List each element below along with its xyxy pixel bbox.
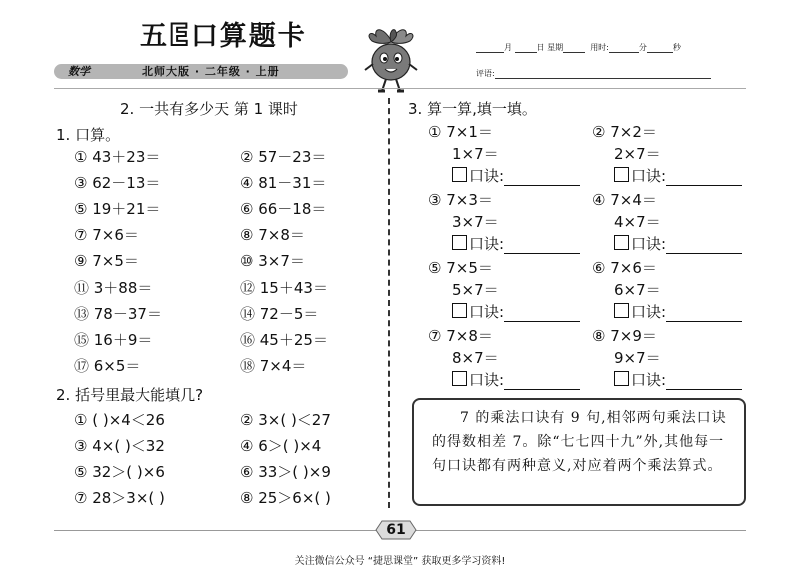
- koujue-box: [452, 371, 467, 386]
- multiplication-problem: 5×7＝: [452, 281, 499, 299]
- second-blank[interactable]: [647, 43, 673, 53]
- inequality-problem: ⑥ 33＞( )×9: [240, 463, 331, 481]
- section3-heading: 3. 算一算,填一填。: [408, 100, 537, 118]
- edition-label: 北师大版 · 二年级 · 上册: [142, 65, 280, 78]
- month-label: 月: [504, 43, 512, 52]
- multiplication-problem: ④ 7×4＝: [592, 191, 657, 209]
- koujue-box: [614, 235, 629, 250]
- koujue-answer-line[interactable]: [504, 237, 580, 254]
- weekday-label: 星期: [547, 43, 564, 52]
- header-divider: [54, 88, 746, 89]
- koujue-box: [452, 303, 467, 318]
- section2-heading: 2. 括号里最大能填几?: [56, 386, 204, 404]
- inequality-problem: ① ( )×4＜26: [74, 411, 165, 429]
- problem: ⑨ 7×5＝: [74, 252, 139, 270]
- multiplication-problem: ⑧ 7×9＝: [592, 327, 657, 345]
- koujue-box: [452, 235, 467, 250]
- koujue-answer-line[interactable]: [504, 305, 580, 322]
- problem: ⑯ 45＋25＝: [240, 331, 328, 349]
- koujue-answer-line[interactable]: [666, 373, 742, 390]
- koujue-label: 口诀:: [631, 371, 667, 389]
- problem: ⑮ 16＋9＝: [74, 331, 153, 349]
- inequality-problem: ⑦ 28＞3×( ): [74, 489, 165, 507]
- title-part-2: 口算题卡: [190, 21, 307, 52]
- koujue-label: 口诀:: [631, 235, 667, 253]
- month-blank[interactable]: [476, 43, 504, 53]
- page-number-text: 61: [386, 522, 406, 538]
- multiplication-problem: ② 7×2＝: [592, 123, 657, 141]
- koujue-row: [614, 166, 742, 186]
- inequality-problem: ⑧ 25＞6×( ): [240, 489, 331, 507]
- weekday-blank[interactable]: [563, 43, 585, 53]
- koujue-answer-line[interactable]: [666, 169, 742, 186]
- problem: ④ 81－31＝: [240, 174, 327, 192]
- comment-label: 评语:: [476, 69, 495, 78]
- time-label: 用时:: [590, 43, 609, 52]
- problem: ⑦ 7×6＝: [74, 226, 139, 244]
- page-number: [372, 519, 420, 541]
- koujue-row: [452, 302, 580, 322]
- card-title: [140, 14, 307, 53]
- problem: ⑰ 6×5＝: [74, 357, 141, 375]
- problem: ⑪ 3＋88＝: [74, 279, 153, 297]
- multiplication-problem: ⑦ 7×8＝: [428, 327, 493, 345]
- problem: ⑭ 72－5＝: [240, 305, 319, 323]
- subject-label: 数学: [68, 65, 90, 78]
- multiplication-problem: 6×7＝: [614, 281, 661, 299]
- multiplication-problem: ⑥ 7×6＝: [592, 259, 657, 277]
- inequality-problem: ⑤ 32＞( )×6: [74, 463, 165, 481]
- koujue-label: 口诀:: [631, 303, 667, 321]
- comment-line: [476, 68, 711, 79]
- section1-heading: 1. 口算。: [56, 126, 121, 144]
- multiplication-problem: ① 7×1＝: [428, 123, 493, 141]
- multiplication-problem: 8×7＝: [452, 349, 499, 367]
- koujue-label: 口诀:: [631, 167, 667, 185]
- problem: ⑧ 7×8＝: [240, 226, 305, 244]
- date-time-line: [476, 42, 681, 53]
- koujue-label: 口诀:: [469, 371, 505, 389]
- koujue-label: 口诀:: [469, 167, 505, 185]
- radish-mascot-icon: [360, 22, 422, 96]
- problem: ⑫ 15＋43＝: [240, 279, 328, 297]
- lesson-title: 2. 一共有多少天 第 1 课时: [120, 100, 298, 118]
- koujue-answer-line[interactable]: [504, 169, 580, 186]
- multiplication-problem: ③ 7×3＝: [428, 191, 493, 209]
- title-part-1: 五: [140, 21, 169, 52]
- inequality-problem: ③ 4×( )＜32: [74, 437, 165, 455]
- multiplication-problem: 1×7＝: [452, 145, 499, 163]
- koujue-answer-line[interactable]: [666, 237, 742, 254]
- comment-blank[interactable]: [495, 69, 711, 79]
- koujue-box: [614, 167, 629, 182]
- koujue-row: [452, 370, 580, 390]
- column-divider: [388, 98, 390, 508]
- problem: ③ 62－13＝: [74, 174, 161, 192]
- koujue-box: [452, 167, 467, 182]
- multiplication-problem: ⑤ 7×5＝: [428, 259, 493, 277]
- day-label: 日: [536, 43, 545, 52]
- koujue-row: [452, 234, 580, 254]
- koujue-answer-line[interactable]: [666, 305, 742, 322]
- second-label: 秒: [672, 43, 681, 52]
- koujue-row: [614, 234, 742, 254]
- koujue-label: 口诀:: [469, 303, 505, 321]
- problem: ⑥ 66－18＝: [240, 200, 327, 218]
- problem: ⑱ 7×4＝: [240, 357, 307, 375]
- problem: ⑩ 3×7＝: [240, 252, 305, 270]
- multiplication-problem: 3×7＝: [452, 213, 499, 231]
- problem: ⑤ 19＋21＝: [74, 200, 161, 218]
- problem: ⑬ 78－37＝: [74, 305, 162, 323]
- minute-label: 分: [638, 43, 647, 52]
- tip-text: 7 的乘法口诀有 9 句,相邻两句乘法口诀的得数相差 7。除“七七四十九”外,其他每一句口诀都有两种意义,对应着两个乘法算式。: [432, 410, 727, 474]
- problem: ② 57－23＝: [240, 148, 327, 166]
- problem: ① 43＋23＝: [74, 148, 161, 166]
- day-blank[interactable]: [515, 43, 537, 53]
- inequality-problem: ④ 6＞( )×4: [240, 437, 322, 455]
- title-e-letter: E: [169, 18, 191, 52]
- koujue-row: [452, 166, 580, 186]
- tip-box: [412, 398, 746, 506]
- koujue-row: [614, 302, 742, 322]
- footer-text: 关注微信公众号 “捷思课堂” 获取更多学习资料!: [294, 556, 506, 567]
- koujue-row: [614, 370, 742, 390]
- minute-blank[interactable]: [609, 43, 639, 53]
- multiplication-problem: 9×7＝: [614, 349, 661, 367]
- koujue-answer-line[interactable]: [504, 373, 580, 390]
- inequality-problem: ② 3×( )＜27: [240, 411, 331, 429]
- multiplication-problem: 2×7＝: [614, 145, 661, 163]
- subject-bar: [54, 64, 348, 79]
- koujue-box: [614, 371, 629, 386]
- multiplication-problem: 4×7＝: [614, 213, 661, 231]
- koujue-label: 口诀:: [469, 235, 505, 253]
- koujue-box: [614, 303, 629, 318]
